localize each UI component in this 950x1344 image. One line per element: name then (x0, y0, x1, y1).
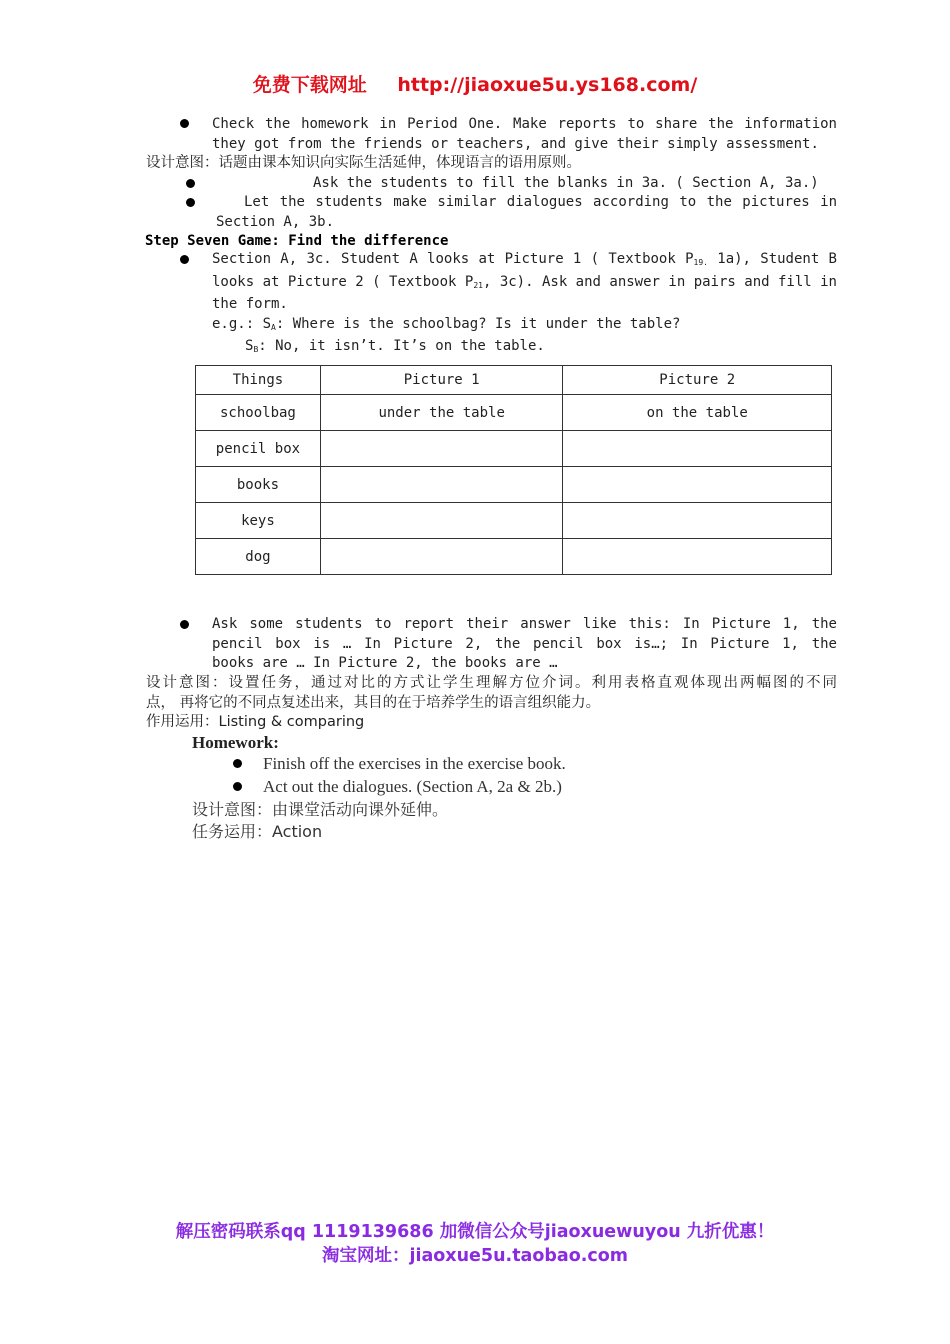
text-line: they got from the friends or teachers, and give their simply assessment. (212, 135, 819, 152)
homework-title: Homework: (192, 733, 279, 752)
table-cell (320, 539, 563, 575)
text-line: looks at Picture 2 ( Textbook $P_{21}$, 3c). Ask and answer in pairs and fill in (212, 273, 837, 290)
design-intent-1: 设计意图：话题由课本知识向实际生活延伸，体现语言的语用原则。 (146, 155, 581, 171)
table-header-row (196, 366, 832, 395)
paragraph-game-instructions (212, 250, 837, 360)
table-cell: books (196, 467, 321, 503)
table-cell (320, 467, 563, 503)
table-row (196, 503, 832, 539)
header-banner (0, 70, 950, 97)
bullet-dot (180, 119, 189, 128)
text-line: Ask some students to report their answer like this: In Picture 1, the (212, 616, 837, 632)
table-cell (320, 503, 563, 539)
text-line: pencil box is … In Picture 2, the pencil box is…; In Picture 1, the (212, 635, 837, 652)
bullet-dot (233, 782, 242, 791)
table-row (196, 395, 832, 431)
homework-item: Act out the dialogues. (Section A, 2a & 2b.) (263, 777, 562, 796)
header-url-link[interactable]: http://jiaoxue5u.ys168.com/ (397, 74, 698, 96)
table-cell: schoolbag (196, 395, 321, 431)
paragraph-fill-blanks: Ask the students to fill the blanks in 3a. ( Section A, 3a.) (313, 175, 819, 191)
design-intent-2 (146, 673, 837, 713)
table-row (196, 431, 832, 467)
bullet-dot (186, 179, 195, 188)
paragraph-check-homework (212, 115, 837, 154)
text-line: the form. (212, 296, 288, 312)
usage-listing: 作用运用：Listing & comparing (146, 714, 365, 730)
bullet-dot (180, 620, 189, 629)
text-line: Section A, 3c. Student A looks at Picture 1 ( Textbook $P_{19.}$ 1a), Student B (212, 251, 837, 267)
table-row (196, 539, 832, 575)
text-line: Let the students make similar dialogues according to the pictures in (244, 194, 837, 210)
table-cell: keys (196, 503, 321, 539)
table-cell (320, 431, 563, 467)
paragraph-report-answers (212, 615, 837, 674)
table-cell (563, 503, 832, 539)
table-header-cell: Picture 2 (563, 366, 832, 395)
difference-table (195, 365, 832, 575)
step-seven-heading: Step Seven Game: Find the difference (145, 233, 449, 249)
table-cell: under the table (320, 395, 563, 431)
footer-taobao-link[interactable]: 淘宝网址：jiaoxue5u.taobao.com (321, 1246, 629, 1266)
table-cell: on the table (563, 395, 832, 431)
text-line: 点， 再将它的不同点复述出来，其目的在于培养学生的语言组织能力。 (146, 695, 601, 711)
example-line-b: $S_B$: No, it isn’t. It’s on the table. (245, 338, 545, 354)
text-line: Section A, 3b. (216, 213, 335, 230)
footer-contact: 解压密码联系qq 1119139686 加微信公众号jiaoxuewuyou 九折优惠！ (175, 1222, 775, 1242)
bullet-dot (180, 255, 189, 264)
table-cell (563, 539, 832, 575)
text-line: 设计意图：设置任务，通过对比的方式让学生理解方位介词。利用表格直观体现出两幅图的不同 (146, 675, 837, 691)
table-row (196, 467, 832, 503)
header-free-download: 免费下载网址 (252, 74, 367, 96)
paragraph-similar-dialogues (216, 193, 837, 232)
text-line: Check the homework in Period One. Make reports to share the information (212, 116, 837, 132)
example-line-a: e.g.: $S_A$: Where is the schoolbag? Is it under the table? (212, 315, 681, 332)
table-cell (563, 467, 832, 503)
homework-design-intent: 设计意图：由课堂活动向课外延伸。 (192, 800, 449, 819)
table-cell: dog (196, 539, 321, 575)
table-cell (563, 431, 832, 467)
table-cell: pencil box (196, 431, 321, 467)
homework-usage: 任务运用：Action (192, 822, 323, 841)
table-header-cell: Picture 1 (320, 366, 563, 395)
bullet-dot (233, 759, 242, 768)
table-header-cell: Things (196, 366, 321, 395)
text-line: books are … In Picture 2, the books are … (212, 655, 558, 671)
homework-item: Finish off the exercises in the exercise book. (263, 754, 566, 773)
bullet-dot (186, 198, 195, 207)
